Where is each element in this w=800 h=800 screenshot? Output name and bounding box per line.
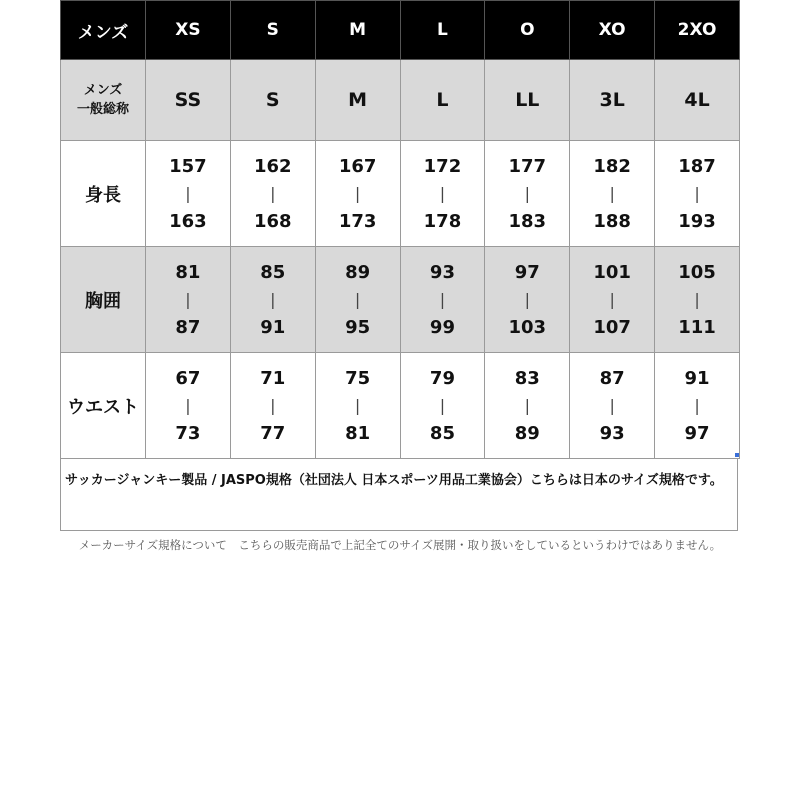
range-max: 85 xyxy=(429,422,455,444)
range-min: 93 xyxy=(429,261,455,283)
range-cell xyxy=(400,141,485,247)
range-cell xyxy=(230,247,315,353)
range-max: 73 xyxy=(175,422,201,444)
size-header-row xyxy=(61,1,740,60)
range-min: 83 xyxy=(514,367,540,389)
range-cell xyxy=(315,353,400,459)
range-sep: | xyxy=(439,184,446,203)
range-cell xyxy=(485,247,570,353)
range-min: 79 xyxy=(429,367,455,389)
range-min: 167 xyxy=(338,155,377,177)
range-cell xyxy=(315,247,400,353)
alias-row xyxy=(61,60,740,141)
range-cell xyxy=(485,353,570,459)
range-max: 111 xyxy=(678,316,716,338)
range-cell xyxy=(655,247,740,353)
corner-marker xyxy=(735,453,739,457)
range-sep: | xyxy=(524,184,530,203)
footnote: メーカーサイズ規格について こちらの販売商品で上記全てのサイズ展開・取り扱いをしているというわけではありません。 xyxy=(78,538,722,552)
range-min: 91 xyxy=(684,367,710,389)
range-min: 75 xyxy=(345,367,371,389)
header-label: メンズ xyxy=(61,1,146,60)
alias-label xyxy=(61,60,146,141)
range-sep: | xyxy=(354,290,361,309)
range-max: 103 xyxy=(508,316,547,338)
range-min: 87 xyxy=(599,367,625,389)
range-min: 162 xyxy=(253,155,292,177)
range-sep: | xyxy=(524,396,530,415)
alias-cell: 3L xyxy=(570,60,655,141)
range-sep: | xyxy=(694,290,700,309)
note-text: サッカージャンキー製品 / JASPO規格（社団法人 日本スポーツ用品工業協会）こちらは日本のサイズ規格です。 xyxy=(65,473,723,488)
range-cell xyxy=(400,353,485,459)
range-min: 187 xyxy=(678,155,716,177)
range-min: 81 xyxy=(175,261,201,283)
range-min: 105 xyxy=(678,261,716,283)
measurement-row xyxy=(61,141,740,247)
range-cell xyxy=(146,141,231,247)
range-max: 77 xyxy=(260,422,286,444)
range-sep: | xyxy=(185,290,191,309)
alias-cell: 4L xyxy=(655,60,740,141)
range-sep: | xyxy=(439,396,446,415)
measurement-row xyxy=(61,247,740,353)
size-chart xyxy=(60,0,740,531)
range-cell xyxy=(570,141,655,247)
size-cell: M xyxy=(315,1,400,60)
range-cell xyxy=(146,353,231,459)
range-max: 193 xyxy=(678,210,716,232)
alias-cell: SS xyxy=(146,60,231,141)
range-max: 93 xyxy=(599,422,625,444)
size-cell: L xyxy=(400,1,485,60)
range-min: 182 xyxy=(593,155,631,177)
range-min: 85 xyxy=(260,261,286,283)
range-sep: | xyxy=(270,396,276,415)
measurement-label: ウエスト xyxy=(61,353,146,459)
range-cell xyxy=(315,141,400,247)
range-cell xyxy=(655,141,740,247)
range-sep: | xyxy=(694,396,700,415)
range-max: 89 xyxy=(514,422,540,444)
range-max: 168 xyxy=(253,210,292,232)
range-sep: | xyxy=(270,290,276,309)
alias-cell: LL xyxy=(485,60,570,141)
range-cell xyxy=(146,247,231,353)
range-sep: | xyxy=(354,396,361,415)
size-standard-note xyxy=(60,459,738,531)
range-sep: | xyxy=(609,184,615,203)
measurement-label: 身長 xyxy=(61,141,146,247)
range-sep: | xyxy=(694,184,700,203)
alias-cell: L xyxy=(400,60,485,141)
range-sep: | xyxy=(354,184,361,203)
size-cell: XO xyxy=(570,1,655,60)
range-max: 81 xyxy=(345,422,371,444)
range-max: 107 xyxy=(593,316,631,338)
size-cell: S xyxy=(230,1,315,60)
size-cell: 2XO xyxy=(655,1,740,60)
range-cell xyxy=(570,353,655,459)
range-max: 183 xyxy=(508,210,547,232)
range-max: 97 xyxy=(684,422,710,444)
size-cell: O xyxy=(485,1,570,60)
range-min: 101 xyxy=(593,261,631,283)
range-sep: | xyxy=(524,290,530,309)
range-min: 71 xyxy=(260,367,286,389)
range-sep: | xyxy=(185,396,191,415)
range-max: 99 xyxy=(429,316,455,338)
range-min: 67 xyxy=(175,367,201,389)
range-max: 87 xyxy=(175,316,201,338)
measurement-row xyxy=(61,353,740,459)
range-sep: | xyxy=(439,290,446,309)
range-max: 173 xyxy=(338,210,377,232)
range-cell xyxy=(485,141,570,247)
alias-cell: S xyxy=(230,60,315,141)
range-cell xyxy=(230,141,315,247)
size-cell: XS xyxy=(146,1,231,60)
range-cell xyxy=(400,247,485,353)
range-min: 97 xyxy=(514,261,540,283)
range-max: 178 xyxy=(423,210,462,232)
measurement-label: 胸囲 xyxy=(61,247,146,353)
alias-label-line2: 一般総称 xyxy=(76,102,129,117)
range-max: 91 xyxy=(260,316,286,338)
range-max: 163 xyxy=(169,210,207,232)
range-cell xyxy=(655,353,740,459)
alias-label-line1: メンズ xyxy=(83,83,123,98)
range-cell xyxy=(230,353,315,459)
range-sep: | xyxy=(270,184,276,203)
range-min: 89 xyxy=(345,261,371,283)
alias-cell: M xyxy=(315,60,400,141)
range-max: 95 xyxy=(345,316,371,338)
range-min: 157 xyxy=(169,155,207,177)
range-sep: | xyxy=(609,396,615,415)
size-table xyxy=(60,0,740,459)
range-cell xyxy=(570,247,655,353)
range-max: 188 xyxy=(593,210,631,232)
range-min: 172 xyxy=(423,155,462,177)
range-sep: | xyxy=(185,184,191,203)
range-min: 177 xyxy=(508,155,547,177)
range-sep: | xyxy=(609,290,615,309)
